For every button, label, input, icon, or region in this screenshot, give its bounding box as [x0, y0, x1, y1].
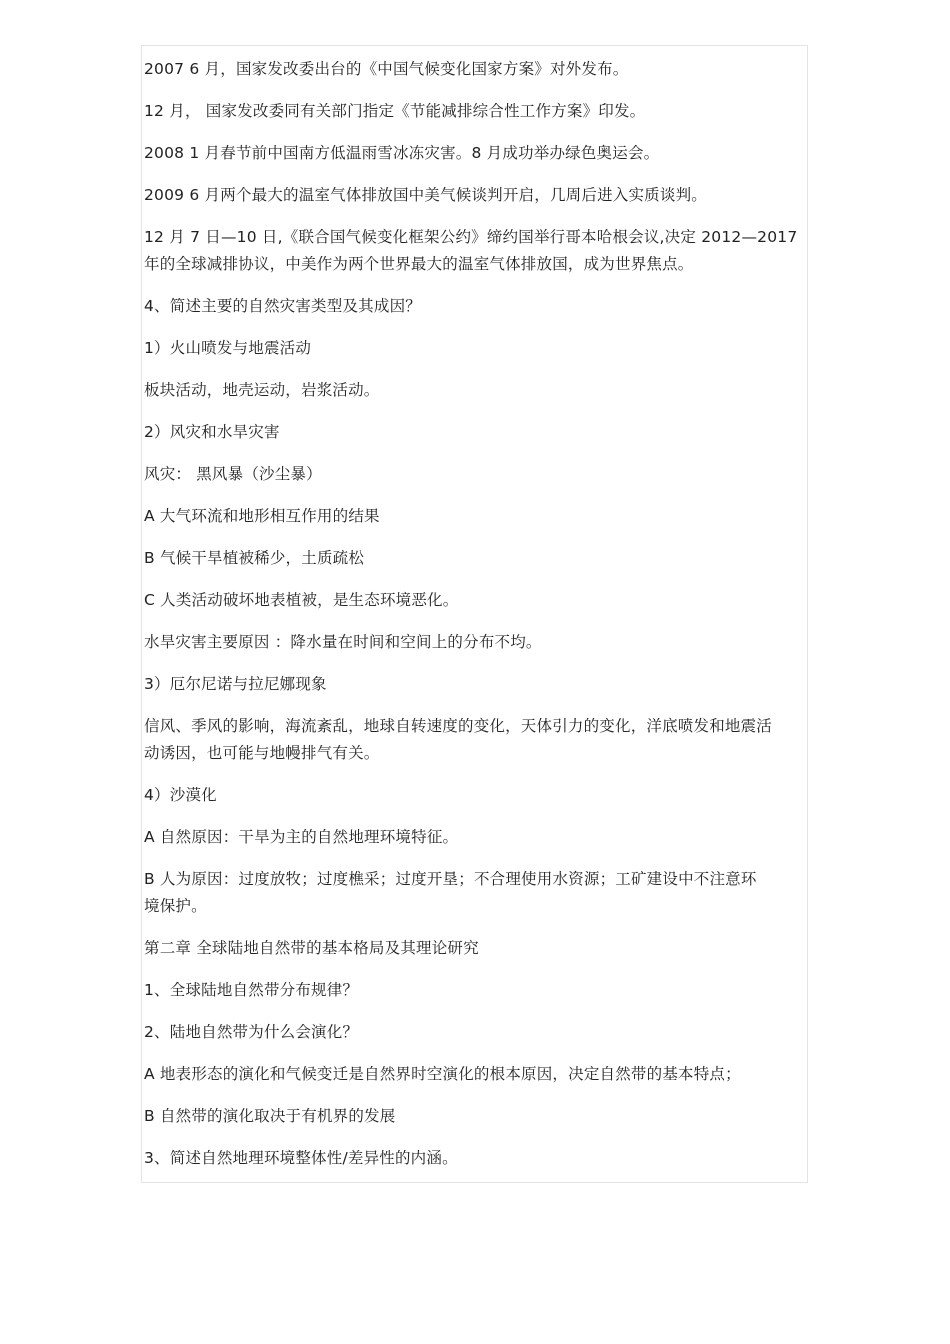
text-line: 第二章 全球陆地自然带的基本格局及其理论研究: [144, 939, 479, 957]
paragraph: [144, 977, 824, 1004]
text-line: B 人为原因：过度放牧；过度樵采；过度开垦；不合理使用水资源；工矿建设中不注意环: [144, 870, 757, 888]
paragraph: [144, 824, 824, 851]
paragraph: [144, 629, 824, 656]
paragraph: [144, 866, 824, 920]
text-line: B 自然带的演化取决于有机界的发展: [144, 1107, 396, 1125]
paragraph: [144, 98, 824, 125]
paragraph: [144, 503, 824, 530]
paragraph: [144, 545, 824, 572]
text-line: 12 月， 国家发改委同有关部门指定《节能减排综合性工作方案》印发。: [144, 102, 646, 120]
text-line: 3）厄尔尼诺与拉尼娜现象: [144, 675, 327, 693]
paragraph: [144, 1061, 824, 1088]
text-line: 年的全球减排协议，中美作为两个世界最大的温室气体排放国，成为世界焦点。: [144, 255, 694, 273]
text-line: 12 月 7 日—10 日,《联合国气候变化框架公约》缔约国举行哥本哈根会议,决定 2012—2017: [144, 228, 798, 246]
paragraph: [144, 782, 824, 809]
text-line: 信风、季风的影响，海流紊乱，地球自转速度的变化，天体引力的变化，洋底喷发和地震活: [144, 717, 773, 735]
text-line: 风灾： 黑风暴（沙尘暴）: [144, 465, 322, 483]
paragraph: [144, 140, 824, 167]
paragraph: [144, 419, 824, 446]
paragraph: [144, 713, 824, 767]
text-line: 水旱灾害主要原因 ：降水量在时间和空间上的分布不均。: [144, 633, 542, 651]
text-line: 境保护。: [144, 897, 207, 915]
text-line: A 地表形态的演化和气候变迁是自然界时空演化的根本原因，决定自然带的基本特点；: [144, 1065, 741, 1083]
paragraph: [144, 56, 824, 83]
text-line: 3、简述自然地理环境整体性/差异性的内涵。: [144, 1149, 458, 1167]
paragraph: [144, 587, 824, 614]
text-line: A 自然原因：干旱为主的自然地理环境特征。: [144, 828, 459, 846]
text-line: 4、简述主要的自然灾害类型及其成因？: [144, 297, 421, 315]
text-line: 板块活动，地壳运动，岩浆活动。: [144, 381, 380, 399]
paragraph: [144, 335, 824, 362]
paragraph: [144, 1103, 824, 1130]
paragraph: [144, 224, 824, 278]
text-line: 动诱因，也可能与地幔排气有关。: [144, 744, 380, 762]
paragraph: [144, 935, 824, 962]
text-line: 2008 1 月春节前中国南方低温雨雪冰冻灾害。8 月成功举办绿色奥运会。: [144, 144, 660, 162]
text-line: 2009 6 月两个最大的温室气体排放国中美气候谈判开启，几周后进入实质谈判。: [144, 186, 707, 204]
text-line: 2007 6 月，国家发改委出台的《中国气候变化国家方案》对外发布。: [144, 60, 629, 78]
paragraph: [144, 377, 824, 404]
text-line: 2）风灾和水旱灾害: [144, 423, 280, 441]
text-line: 2、陆地自然带为什么会演化？: [144, 1023, 359, 1041]
text-line: 1）火山喷发与地震活动: [144, 339, 312, 357]
paragraph: [144, 1019, 824, 1046]
text-line: 4）沙漠化: [144, 786, 217, 804]
paragraph: [144, 1145, 824, 1172]
text-line: B 气候干旱植被稀少，土质疏松: [144, 549, 365, 567]
text-line: C 人类活动破坏地表植被，是生态环境恶化。: [144, 591, 459, 609]
paragraph: [144, 182, 824, 209]
text-line: 1、全球陆地自然带分布规律？: [144, 981, 359, 999]
text-line: A 大气环流和地形相互作用的结果: [144, 507, 380, 525]
paragraph: [144, 461, 824, 488]
paragraph: [144, 293, 824, 320]
document-body: [144, 56, 824, 1187]
paragraph: [144, 671, 824, 698]
